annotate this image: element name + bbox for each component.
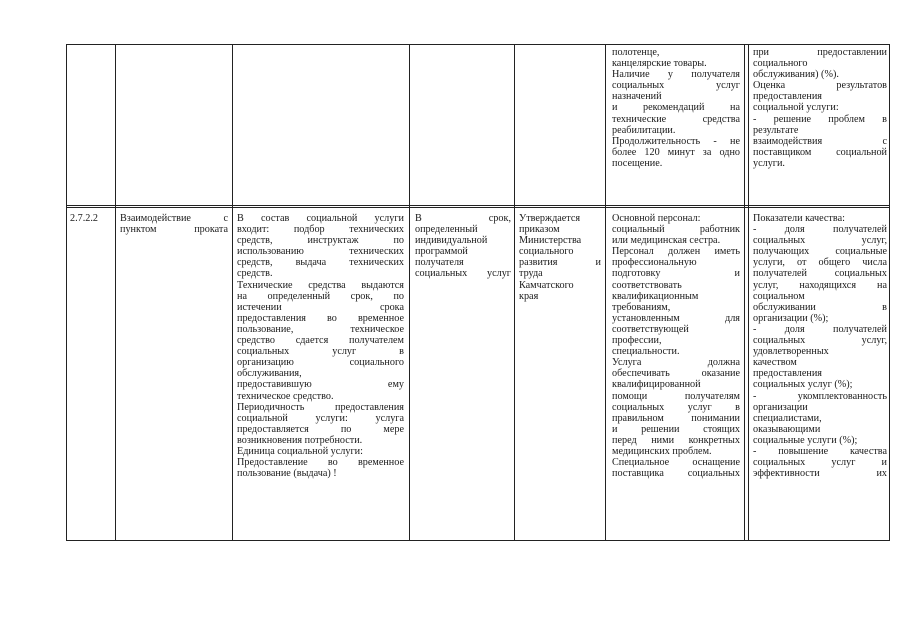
text-line: Оценка результатов — [753, 80, 887, 92]
text-line: более 120 минут за одно — [612, 146, 740, 158]
text-line: медицинских проблем. — [612, 445, 712, 457]
text-line: пользование (выдача) ! — [237, 468, 337, 480]
text-line: удовлетворенных — [753, 346, 829, 358]
prev-conditions-cell — [612, 47, 740, 169]
text-line: социальные услуги (%); — [753, 434, 858, 446]
text-line: истечении срока — [237, 301, 404, 313]
text-line: квалифицированной — [612, 379, 701, 391]
text-line: специальности. — [612, 346, 680, 358]
text-line: Министерства — [519, 235, 582, 247]
text-line: профессии, — [612, 335, 662, 347]
text-line: Периодичность предоставления — [237, 401, 404, 413]
text-line: социальном — [753, 290, 805, 302]
text-line: социальных услуг в — [237, 346, 404, 358]
text-line: организации — [753, 401, 808, 413]
text-line: предоставления — [753, 368, 822, 380]
text-line: труда — [519, 268, 543, 280]
text-line: результате — [753, 124, 799, 136]
text-line: поставщика социальных — [612, 468, 740, 480]
text-line: обслуживания, — [237, 368, 302, 380]
text-line: Утверждается — [519, 213, 581, 224]
text-line: социальных услуг в — [612, 401, 740, 413]
column-divider — [605, 45, 606, 540]
text-line: канцелярские товары. — [612, 58, 707, 70]
text-line: Показатели качества: — [753, 213, 845, 224]
text-line: получателей социальных — [753, 268, 887, 280]
text-line: профессиональную — [612, 257, 697, 269]
text-line: средств. — [237, 268, 273, 280]
services-table — [66, 44, 890, 541]
service-quality-cell — [753, 213, 887, 479]
column-divider — [514, 45, 515, 540]
text-line: получающих социальные — [753, 246, 887, 258]
text-line: входит: подбор технических — [237, 224, 404, 236]
text-line: технические средства — [612, 113, 740, 125]
text-line: развития и — [519, 257, 601, 269]
text-line: социальных услуг — [415, 268, 511, 280]
column-divider — [232, 45, 233, 540]
prev-quality-cell — [753, 47, 887, 169]
text-line: средств, инструктаж по — [237, 235, 404, 247]
text-line: посещение. — [612, 157, 663, 169]
text-line: индивидуальной — [415, 235, 488, 247]
text-line: взаимодействия с — [753, 135, 887, 147]
text-line: предоставления во временное — [237, 312, 404, 324]
text-line: - укомплектованность — [753, 390, 887, 402]
text-line: пунктом проката — [120, 224, 228, 236]
text-line: социальных услуг и — [753, 457, 887, 469]
text-line: использованию технических — [237, 246, 404, 258]
text-line: Единица социальной услуги: — [237, 445, 363, 457]
column-divider — [748, 45, 749, 540]
text-line: реабилитации. — [612, 124, 676, 136]
text-line: соответствующей — [612, 323, 689, 335]
text-line: и рекомендаций на — [612, 102, 740, 114]
text-line: перед ними конкретных — [612, 434, 740, 446]
text-line: полотенце, — [612, 47, 660, 58]
text-line: помощи получателям — [612, 390, 740, 402]
text-line: назначений — [612, 91, 662, 103]
text-line: социальных услуг, — [753, 235, 887, 247]
text-line: или медицинская сестра. — [612, 235, 721, 247]
text-line: предоставившую ему — [237, 379, 404, 391]
text-line: Камчатского — [519, 279, 574, 291]
text-line: установленным для — [612, 312, 740, 324]
text-line: - решение проблем в — [753, 113, 887, 125]
text-line: обслуживании в — [753, 301, 887, 313]
service-term-cell — [415, 213, 511, 280]
text-line: Основной персонал: — [612, 213, 701, 224]
service-description-cell — [237, 213, 404, 479]
text-line: приказом — [519, 224, 560, 236]
text-line: возникновения потребности. — [237, 434, 363, 446]
text-line: обслуживания) (%). — [753, 69, 839, 81]
text-line: и решении стоящих — [612, 423, 740, 435]
row-divider — [67, 205, 889, 208]
text-line: Технические средства выдаются — [237, 279, 404, 291]
text-line: социальных услуг — [612, 80, 740, 92]
text-line: поставщиком социальной — [753, 146, 887, 158]
text-line: на определенный срок, по — [237, 290, 404, 302]
text-line: - доля получателей — [753, 323, 887, 335]
service-number-cell — [70, 213, 114, 224]
text-line: подготовку и — [612, 268, 740, 280]
text-line: В состав социальной услуги — [237, 213, 404, 224]
service-number: 2.7.2.2 — [70, 213, 99, 224]
text-line: социального — [753, 58, 808, 70]
text-line: социальной услуги: — [753, 102, 839, 114]
text-line: получателя — [415, 257, 464, 269]
text-line: - повышение качества — [753, 445, 887, 457]
text-line: Услуга должна — [612, 357, 740, 369]
service-tariff-cell — [519, 213, 601, 302]
text-line: требованиям, — [612, 301, 671, 313]
service-name-cell — [120, 213, 228, 235]
text-line: обеспечивать оказание — [612, 368, 740, 380]
column-divider — [409, 45, 410, 540]
text-line: соответствовать — [612, 279, 682, 291]
text-line: правильном понимании — [612, 412, 740, 424]
text-line: услуги. — [753, 157, 785, 169]
text-line: социальный работник — [612, 224, 740, 236]
text-line: Персонал должен иметь — [612, 246, 740, 258]
text-line: качеством — [753, 357, 797, 369]
text-line: услуги, от общего числа — [753, 257, 887, 269]
text-line: социального — [519, 246, 574, 258]
text-line: определенный — [415, 224, 478, 236]
service-conditions-cell — [612, 213, 740, 479]
text-line: техническое средство. — [237, 390, 334, 402]
text-line: специалистами, — [753, 412, 822, 424]
text-line: В срок, — [415, 213, 511, 224]
text-line: социальных услуг, — [753, 335, 887, 347]
text-line: предоставления — [753, 91, 822, 103]
text-line: оказывающими — [753, 423, 821, 435]
text-line: предоставляется по мере — [237, 423, 404, 435]
text-line: Специальное оснащение — [612, 457, 740, 469]
text-line: эффективности их — [753, 468, 887, 480]
text-line: социальных услуг (%); — [753, 379, 853, 391]
text-line: Предоставление во временное — [237, 457, 404, 469]
text-line: края — [519, 290, 539, 302]
text-line: социальной услуги: услуга — [237, 412, 404, 424]
column-divider — [115, 45, 116, 540]
text-line: средств, выдача технических — [237, 257, 404, 269]
text-line: средство сдается получателем — [237, 335, 404, 347]
text-line: пользование, техническое — [237, 323, 404, 335]
text-line: Взаимодействие с — [120, 213, 228, 224]
text-line: - доля получателей — [753, 224, 887, 236]
text-line: Наличие у получателя — [612, 69, 740, 81]
text-line: организации (%); — [753, 312, 829, 324]
text-line: организацию социального — [237, 357, 404, 369]
text-line: при предоставлении — [753, 47, 887, 58]
text-line: Продолжительность - не — [612, 135, 740, 147]
text-line: программой — [415, 246, 468, 258]
text-line: квалификационным — [612, 290, 699, 302]
column-divider — [744, 45, 745, 540]
text-line: услуг, находящихся на — [753, 279, 887, 291]
